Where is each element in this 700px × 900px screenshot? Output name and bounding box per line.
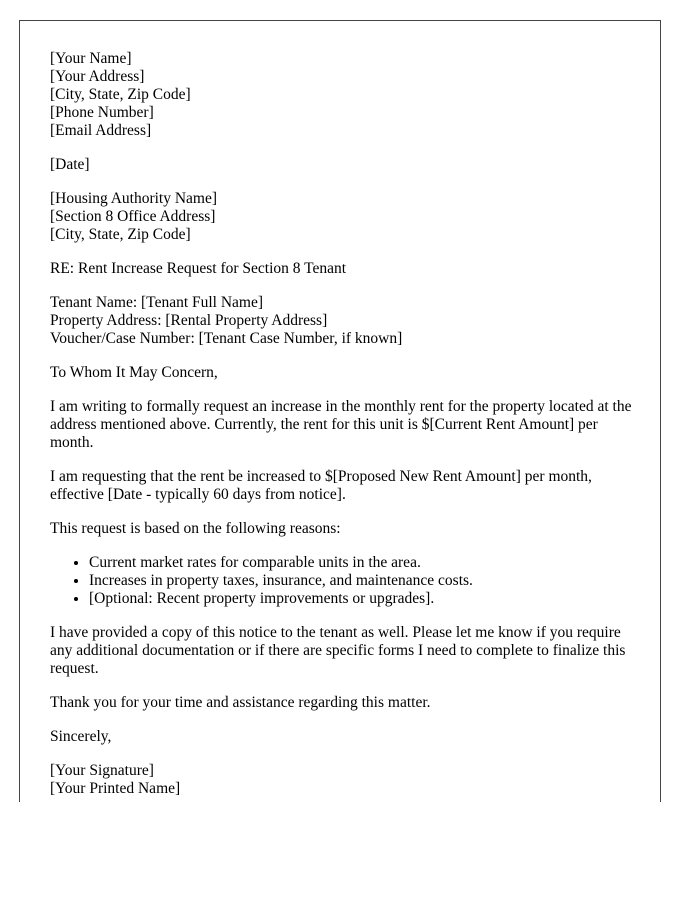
sender-name: [Your Name] [50, 50, 132, 67]
letter-content [50, 50, 640, 814]
recipient-block [50, 190, 640, 244]
letter-page [19, 20, 661, 802]
tenant-name: Tenant Name: [Tenant Full Name] [50, 294, 264, 311]
tenant-info-block [50, 294, 640, 348]
sender-city-state-zip: [City, State, Zip Code] [50, 86, 191, 103]
tenant-property-address: Property Address: [Rental Property Address] [50, 312, 328, 329]
recipient-address: [Section 8 Office Address] [50, 208, 216, 225]
list-item: • [Optional: Recent property improvements or upgrades]. [89, 590, 640, 608]
list-item: • Increases in property taxes, insurance, and maintenance costs. [89, 572, 640, 590]
date-block [50, 156, 640, 174]
sender-address: [Your Address] [50, 68, 145, 85]
paragraph-thanks: Thank you for your time and assistance regarding this matter. [50, 694, 431, 711]
sender-block [50, 50, 640, 140]
salutation: To Whom It May Concern, [50, 364, 218, 381]
paragraph-copy-notice: I have provided a copy of this notice to the tenant as well. Please let me know if you require any additional documentation or if there are specific forms I need to complete to finalize this request. [50, 624, 626, 677]
list-item: • Current market rates for comparable units in the area. [89, 554, 640, 572]
subject-line: RE: Rent Increase Request for Section 8 Tenant [50, 260, 347, 277]
letter-date: [Date] [50, 156, 90, 173]
signature-block [50, 762, 640, 798]
paragraph-rent-proposed: I am requesting that the rent be increased to $[Proposed New Rent Amount] per month, effective [Date - typically 60 days from notice]. [50, 468, 592, 503]
tenant-voucher-number: Voucher/Case Number: [Tenant Case Number, if known] [50, 330, 403, 347]
paragraph-rent-current: I am writing to formally request an increase in the monthly rent for the property located at the address mentioned above. Currently, the rent for this unit is $[Current Rent Amount] per month. [50, 398, 632, 451]
recipient-city-state-zip: [City, State, Zip Code] [50, 226, 191, 243]
signature-line: [Your Signature] [50, 762, 154, 779]
closing: Sincerely, [50, 728, 112, 745]
printed-name-line: [Your Printed Name] [50, 780, 181, 797]
recipient-name: [Housing Authority Name] [50, 190, 218, 207]
sender-phone: [Phone Number] [50, 104, 154, 121]
sender-email: [Email Address] [50, 122, 152, 139]
paragraph-reasons-intro: This request is based on the following reasons: [50, 520, 341, 537]
reasons-list [50, 554, 640, 608]
